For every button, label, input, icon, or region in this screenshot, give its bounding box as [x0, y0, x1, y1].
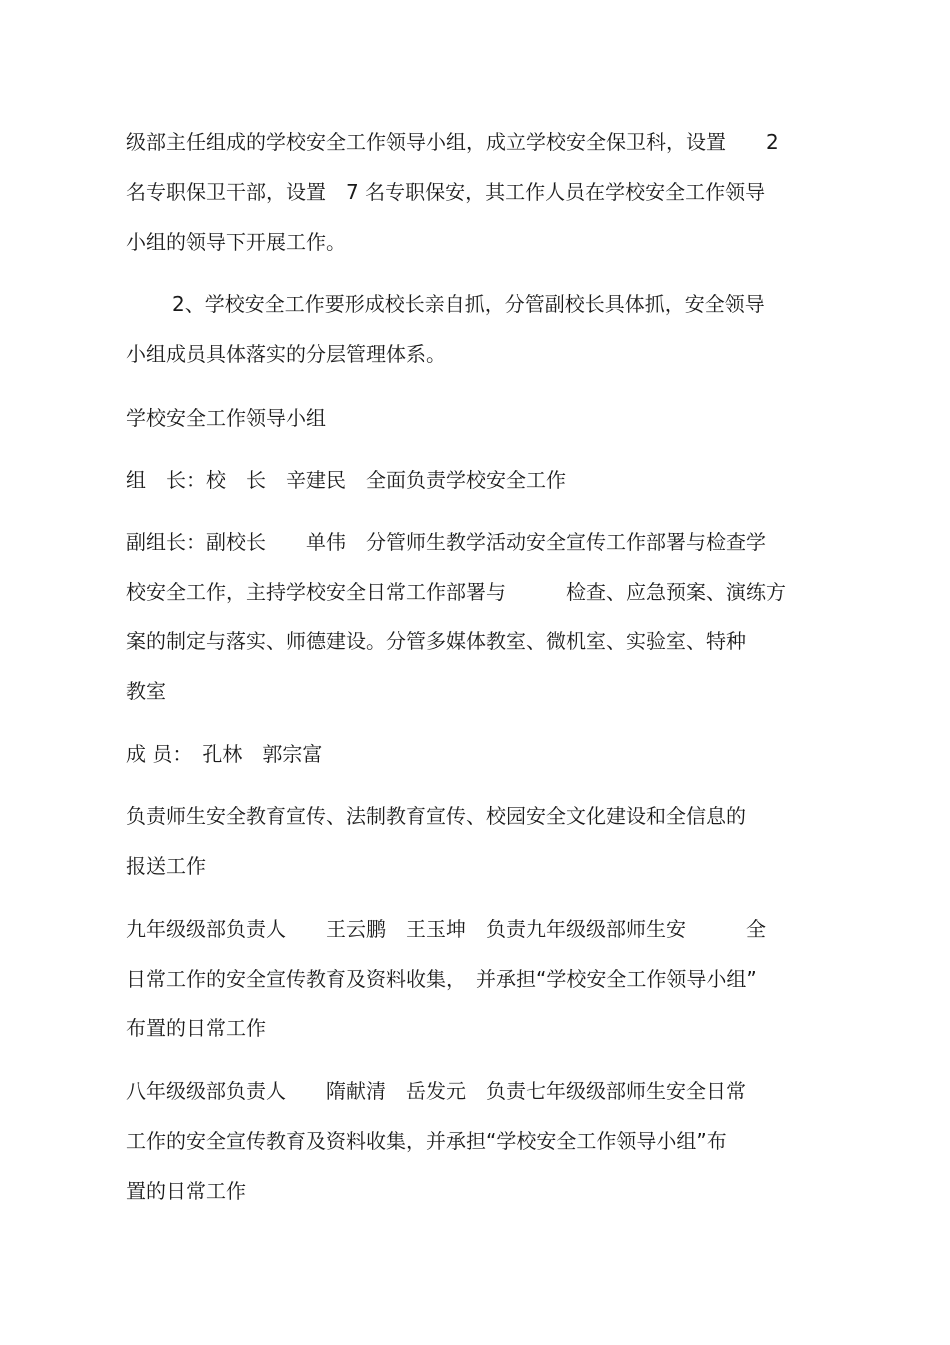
text-line: 案的制定与落实、师德建设。分管多媒体教室、微机室、实验室、特种: [126, 629, 746, 653]
text-line: 八年级级部负责人 隋献清 岳发元 负责七年级级部师生安全日常: [126, 1079, 746, 1103]
text-line: 日常工作的安全宣传教育及资料收集， 并承担“学校安全工作领导小组”: [126, 967, 757, 991]
text-line: 小组成员具体落实的分层管理体系。: [126, 342, 446, 366]
text-line: 教室: [126, 679, 166, 703]
text-line: 九年级级部负责人 王云鹏 王玉坤 负责九年级级部师生安 全: [126, 917, 766, 941]
text-line: 小组的领导下开展工作。: [126, 230, 346, 254]
text-line: 负责师生安全教育宣传、法制教育宣传、校园安全文化建设和全信息的: [126, 804, 746, 828]
text-line: 2、学校安全工作要形成校长亲自抓，分管副校长具体抓，安全领导: [172, 292, 765, 316]
section-heading: 学校安全工作领导小组: [126, 406, 326, 430]
text-line: 工作的安全宣传教育及资料收集，并承担“学校安全工作领导小组”布: [126, 1129, 727, 1153]
text-line: 名专职保卫干部，设置 7 名专职保安，其工作人员在学校安全工作领导: [126, 180, 766, 204]
text-line: 报送工作: [126, 854, 206, 878]
text-line: 副组长：副校长 单伟 分管师生教学活动安全宣传工作部署与检查学: [126, 530, 766, 554]
text-line: 布置的日常工作: [126, 1016, 266, 1040]
text-line: 级部主任组成的学校安全工作领导小组，成立学校安全保卫科，设置 2: [126, 130, 779, 154]
text-line: 组 长：校 长 辛建民 全面负责学校安全工作: [126, 468, 566, 492]
text-line: 校安全工作，主持学校安全日常工作部署与 检查、应急预案、演练方: [126, 580, 786, 604]
text-line: 置的日常工作: [126, 1179, 246, 1203]
text-line: 成 员： 孔林 郭宗富: [126, 742, 323, 766]
